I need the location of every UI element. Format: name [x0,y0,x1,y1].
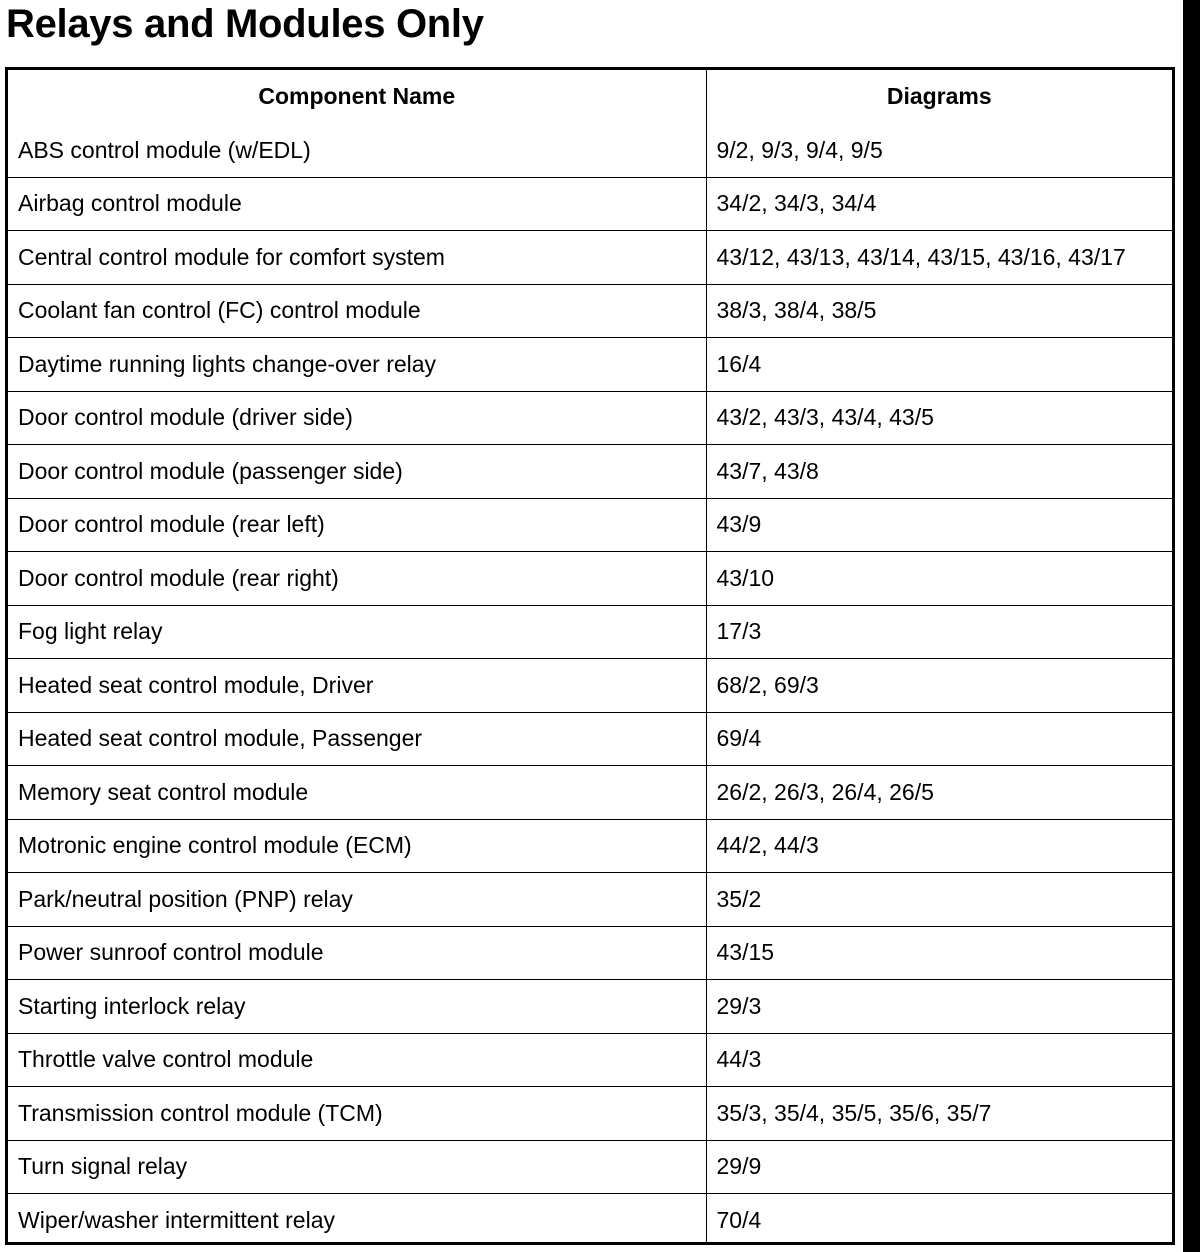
table-row [8,284,1172,338]
table-row [8,231,1172,285]
component-name-cell: Central control module for comfort system [8,231,706,285]
table-row [8,980,1172,1034]
table-row [8,659,1172,713]
component-name-cell: Power sunroof control module [8,926,706,980]
table-row [8,177,1172,231]
component-name-cell: Fog light relay [8,605,706,659]
header-component-name: Component Name [258,83,456,110]
component-name-cell: Daytime running lights change-over relay [8,338,706,392]
diagrams-cell: 16/4 [706,338,1172,392]
diagrams-cell: 35/3, 35/4, 35/5, 35/6, 35/7 [706,1087,1172,1141]
table-row [8,445,1172,499]
diagrams-cell: 29/3 [706,980,1172,1034]
component-name-cell: Park/neutral position (PNP) relay [8,873,706,927]
diagrams-cell: 35/2 [706,873,1172,927]
diagrams-cell: 43/10 [706,552,1172,606]
component-name-cell: Coolant fan control (FC) control module [8,284,706,338]
relays-modules-table [5,67,1175,1245]
table-row [8,498,1172,552]
diagrams-cell: 43/9 [706,498,1172,552]
diagrams-cell: 70/4 [706,1194,1172,1246]
table-body [8,124,1172,1246]
table-row [8,712,1172,766]
component-name-cell: Door control module (rear left) [8,498,706,552]
diagrams-cell: 43/15 [706,926,1172,980]
table-row [8,1140,1172,1194]
diagrams-cell: 69/4 [706,712,1172,766]
component-name-cell: Door control module (driver side) [8,391,706,445]
table-row [8,926,1172,980]
component-name-cell: Door control module (rear right) [8,552,706,606]
table-row [8,766,1172,820]
table-row [8,819,1172,873]
table-row [8,1033,1172,1087]
component-name-cell: Wiper/washer intermittent relay [8,1194,706,1246]
component-name-cell: Heated seat control module, Passenger [8,712,706,766]
right-edge-bar [1183,0,1200,1252]
header-diagrams: Diagrams [706,70,1172,124]
page-title: Relays and Modules Only [6,2,484,46]
diagrams-cell: 43/2, 43/3, 43/4, 43/5 [706,391,1172,445]
diagrams-cell: 43/7, 43/8 [706,445,1172,499]
component-name-cell: Heated seat control module, Driver [8,659,706,713]
diagrams-cell: 26/2, 26/3, 26/4, 26/5 [706,766,1172,820]
table-row [8,1194,1172,1246]
component-name-cell: Door control module (passenger side) [8,445,706,499]
diagrams-cell: 34/2, 34/3, 34/4 [706,177,1172,231]
diagrams-cell: 44/2, 44/3 [706,819,1172,873]
table-row [8,873,1172,927]
diagrams-cell: 9/2, 9/3, 9/4, 9/5 [706,124,1172,178]
table-row [8,1087,1172,1141]
table-row [8,605,1172,659]
component-name-cell: Starting interlock relay [8,980,706,1034]
diagrams-cell: 68/2, 69/3 [706,659,1172,713]
component-name-cell: Airbag control module [8,177,706,231]
table-row [8,552,1172,606]
header-row [8,70,1172,124]
diagrams-cell: 43/12, 43/13, 43/14, 43/15, 43/16, 43/17 [706,231,1172,285]
component-name-cell: ABS control module (w/EDL) [18,136,311,163]
table-row [8,124,1172,178]
component-name-cell: Transmission control module (TCM) [8,1087,706,1141]
diagrams-cell: 29/9 [706,1140,1172,1194]
diagrams-cell: 44/3 [706,1033,1172,1087]
component-name-cell: Turn signal relay [8,1140,706,1194]
component-name-cell: Throttle valve control module [8,1033,706,1087]
component-name-cell: Motronic engine control module (ECM) [8,819,706,873]
diagrams-cell: 17/3 [706,605,1172,659]
diagrams-cell: 38/3, 38/4, 38/5 [706,284,1172,338]
table-row [8,391,1172,445]
table-row [8,338,1172,392]
component-name-cell: Memory seat control module [8,766,706,820]
